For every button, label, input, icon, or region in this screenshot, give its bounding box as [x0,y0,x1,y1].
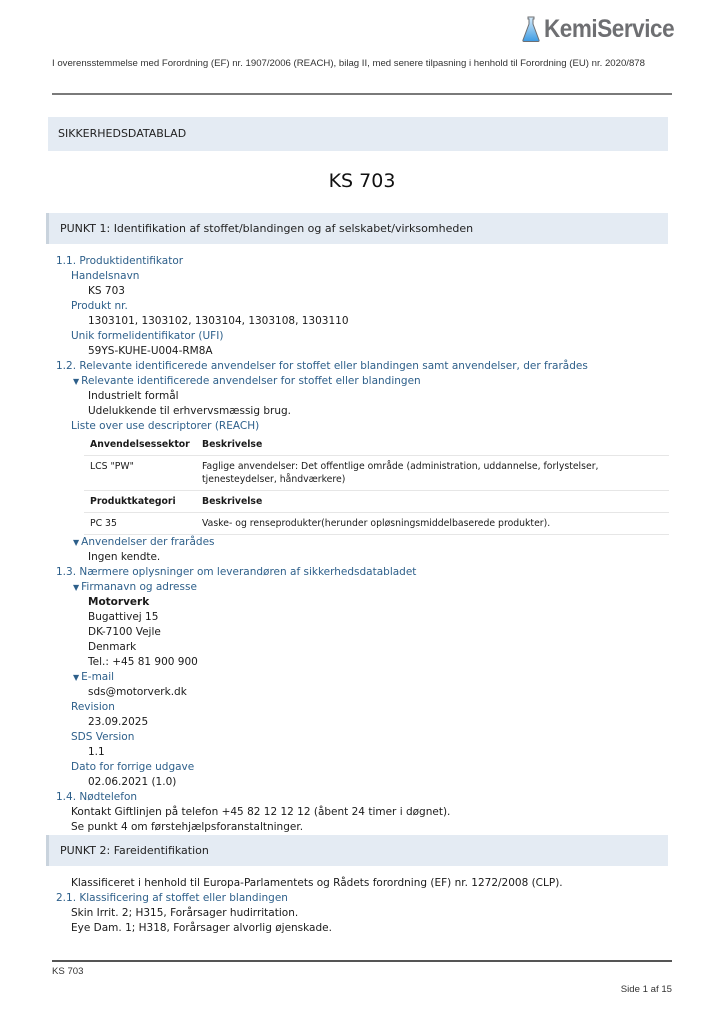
version-label: SDS Version [71,731,135,743]
advised-against-toggle[interactable] [56,535,676,550]
subsection-1-3-heading: 1.3. Nærmere oplysninger om leverandøren af sikkerhedsdatabladet [56,566,417,578]
product-no-label: Produkt nr. [71,300,128,312]
use-descriptor-table [84,434,669,535]
product-no-value: 1303101, 1303102, 1303104, 1303108, 1303110 [88,315,349,327]
table-row [84,513,669,535]
subsection-1-2-heading: 1.2. Relevante identificerede anvendelser for stoffet eller blandingen samt anvendelser, der frarådes [56,360,588,372]
ufi-value: 59YS-KUHE-U004-RM8A [88,345,213,357]
subsection-1-4-heading: 1.4. Nødtelefon [56,791,138,803]
company-name: Motorverk [88,596,150,608]
version-value: 1.1 [88,746,105,758]
address-line: Bugattivej 15 [88,611,159,623]
section-1-content [56,254,676,835]
revision-value: 23.09.2025 [88,716,149,728]
company-toggle[interactable] [56,580,676,595]
section-1-header: PUNKT 1: Identifikation af stoffet/blandingen og af selskabet/virksomheden [46,213,668,244]
email-label: E-mail [81,671,115,683]
table-row [84,456,669,491]
prev-edition-label: Dato for forrige udgave [71,761,195,773]
table-header-cell: Beskrivelse [196,491,669,513]
triangle-down-icon: ▼ [73,673,80,682]
subsection-2-1-heading: 2.1. Klassificering af stoffet eller blandingen [56,892,288,904]
triangle-down-icon: ▼ [73,583,80,592]
section-2-header: PUNKT 2: Fareidentifikation [46,835,668,866]
email-toggle[interactable] [56,670,676,685]
table-header-row [84,434,669,456]
header-divider [52,93,672,95]
email-value[interactable]: sds@motorverk.dk [88,686,187,698]
table-header-cell: Produktkategori [84,491,196,513]
descriptor-label: Liste over use descriptorer (REACH) [71,420,260,432]
regulation-text: I overensstemmelse med Forordning (EF) nr. 1907/2006 (REACH), bilag II, med senere tilpasning i henhold til Forordning (EU) nr. 2020/878 [52,58,645,69]
subsection-1-1-heading: 1.1. Produktidentifikator [56,255,184,267]
brand-name: KemiService [544,14,675,43]
revision-label: Revision [71,701,115,713]
table-header-cell: Beskrivelse [196,434,669,456]
table-cell: LCS "PW" [84,456,196,491]
address-line: Denmark [88,641,137,653]
footer-product: KS 703 [52,966,84,977]
triangle-down-icon: ▼ [73,538,80,547]
uses-label: Relevante identificerede anvendelser for stoffet eller blandingen [81,375,421,387]
prev-edition-value: 02.06.2021 (1.0) [88,776,177,788]
table-header-row [84,491,669,513]
page-number: Side 1 af 15 [620,984,672,995]
classification-line: Skin Irrit. 2; H315, Forårsager hudirritation. [71,907,299,919]
kemiservice-logo [522,14,689,44]
table-cell: Vaske- og renseprodukter(herunder opløsningsmiddelbaserede produkter). [196,513,669,535]
trade-name-label: Handelsnavn [71,270,140,282]
footer-divider [52,960,672,962]
section-2-content [56,876,676,936]
ufi-label: Unik formelidentifikator (UFI) [71,330,224,342]
table-cell: Faglige anvendelser: Det offentlige område (administration, uddannelse, forlystelser, tjenesteydelser, håndværkere) [196,456,669,491]
phone-line: Tel.: +45 81 900 900 [88,656,198,668]
use-item: Industrielt formål [88,390,179,402]
emergency-line: Kontakt Giftlinjen på telefon +45 82 12 12 12 (åbent 24 timer i døgnet). [71,806,451,818]
classification-line: Eye Dam. 1; H318, Forårsager alvorlig øjenskade. [71,922,332,934]
address-line: DK-7100 Vejle [88,626,161,638]
trade-name-value: KS 703 [88,285,125,297]
flask-icon [522,16,540,42]
table-cell: PC 35 [84,513,196,535]
triangle-down-icon: ▼ [73,377,80,386]
document-type-banner: SIKKERHEDSDATABLAD [48,117,668,151]
product-title: KS 703 [328,170,396,192]
classification-intro: Klassificeret i henhold til Europa-Parlamentets og Rådets forordning (EF) nr. 1272/2008 (CLP). [71,877,563,889]
company-label: Firmanavn og adresse [81,581,197,593]
table-header-cell: Anvendelsessektor [84,434,196,456]
advised-against-label: Anvendelser der frarådes [81,536,215,548]
emergency-line: Se punkt 4 om førstehjælpsforanstaltninger. [71,821,304,833]
advised-against-value: Ingen kendte. [88,551,161,563]
use-item: Udelukkende til erhvervsmæssig brug. [88,405,291,417]
uses-toggle[interactable] [56,374,676,389]
